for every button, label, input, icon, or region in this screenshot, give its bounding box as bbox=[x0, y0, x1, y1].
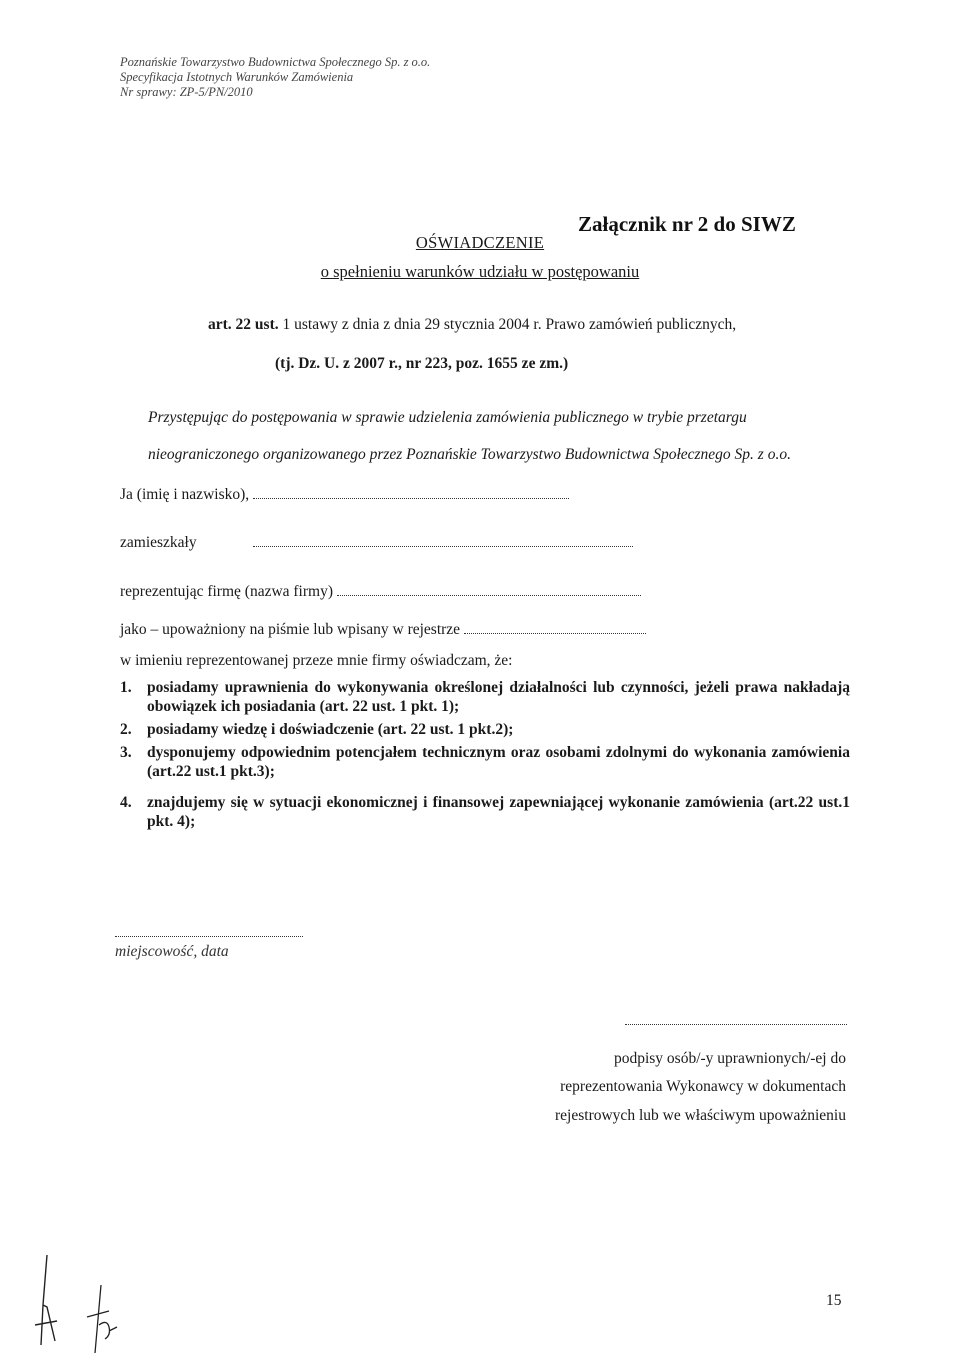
authorized-field bbox=[120, 621, 646, 639]
name-field-blank bbox=[253, 486, 569, 499]
signature-caption-line2: reprezentowania Wykonawcy w dokumentach bbox=[560, 1078, 846, 1095]
signature-caption-line1: podpisy osób/-y uprawnionych/-ej do bbox=[613, 1050, 846, 1067]
handwritten-initials bbox=[25, 1245, 135, 1355]
company-field bbox=[120, 583, 641, 601]
list-item: 2. posiadamy wiedzę i doświadczenie (art. 22 ust. 1 pkt.2); bbox=[120, 721, 514, 738]
header-case-number: Nr sprawy: ZP-5/PN/2010 bbox=[120, 85, 253, 99]
place-date-blank bbox=[115, 926, 303, 937]
page-number: 15 bbox=[826, 1292, 842, 1309]
list-item: 1. posiadamy uprawnienia do wykonywania określonej działalności lub czynności, jeżeli prawa nakładają obowiązek ich posiadania (art. 22 ust. 1 pkt. 1); bbox=[120, 679, 850, 715]
law-reference-bold: art. 22 ust. bbox=[208, 316, 279, 333]
declaration-list bbox=[120, 678, 850, 835]
document-title: OŚWIADCZENIE bbox=[415, 233, 545, 252]
signature-caption-line3: rejestrowych lub we właściwym upoważnieniu bbox=[555, 1107, 846, 1124]
document-subtitle: o spełnieniu warunków udziału w postępowaniu bbox=[320, 262, 640, 281]
name-field bbox=[120, 486, 569, 504]
signature-blank bbox=[625, 1014, 847, 1025]
company-field-label: reprezentując firmę (nazwa firmy) bbox=[120, 583, 333, 600]
declaration-intro: w imieniu reprezentowanej przeze mnie firmy oświadczam, że: bbox=[120, 652, 513, 669]
annex-title: Załącznik nr 2 do SIWZ bbox=[578, 212, 796, 236]
intro-line1: Przystępując do postępowania w sprawie udzielenia zamówienia publicznego w trybie przetargu bbox=[148, 409, 747, 426]
law-reference-line2: (tj. Dz. U. z 2007 r., nr 223, poz. 1655 ze zm.) bbox=[275, 355, 569, 372]
authorized-field-label: jako – upoważniony na piśmie lub wpisany w rejestrze bbox=[120, 621, 461, 638]
law-reference-rest: 1 ustawy z dnia z dnia 29 stycznia 2004 r. Prawo zamówień publicznych, bbox=[282, 316, 737, 333]
intro-line2: nieograniczonego organizowanego przez Poznańskie Towarzystwo Budownictwa Społecznego Sp. z o.o. bbox=[148, 446, 791, 463]
residence-field-blank bbox=[253, 534, 633, 547]
company-field-blank bbox=[337, 583, 641, 596]
residence-field-label: zamieszkały bbox=[120, 534, 197, 551]
law-reference bbox=[208, 316, 736, 334]
list-item: 4. znajdujemy się w sytuacji ekonomicznej i finansowej zapewniającej wykonanie zamówienia (art.22 ust.1 pkt. 4); bbox=[120, 794, 850, 830]
header-company: Poznańskie Towarzystwo Budownictwa Społecznego Sp. z o.o. bbox=[120, 55, 431, 69]
name-field-label: Ja (imię i nazwisko), bbox=[120, 486, 250, 503]
authorized-field-blank bbox=[464, 621, 646, 634]
place-date-label: miejscowość, data bbox=[115, 943, 229, 960]
header-spec: Specyfikacja Istotnych Warunków Zamówienia bbox=[120, 70, 354, 84]
list-item: 3. dysponujemy odpowiednim potencjałem technicznym oraz osobami zdolnymi do wykonania zamówienia (art.22 ust.1 pkt.3); bbox=[120, 744, 850, 780]
residence-field bbox=[120, 534, 633, 552]
